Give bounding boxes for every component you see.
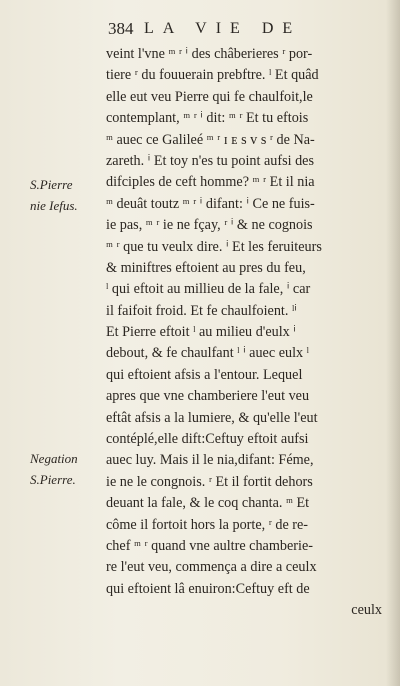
text-line: eftât afsis a la lumiere, & qu'elle l'eut <box>106 409 318 426</box>
marginal-notes <box>0 0 104 686</box>
text-line: ᵐ deuât toutz ᵐ ʳ ⁱ difant: ⁱ Ce ne fuis- <box>106 195 315 212</box>
text-line: qui eftoient afsis a l'entour. Lequel <box>106 366 303 383</box>
text-line: elle eut veu Pierre qui fe chaulfoit,le <box>106 88 313 105</box>
text-line: & miniftres eftoient au pres du feu, <box>106 259 306 276</box>
margin-note-pierre-2: S.Pierre. <box>30 472 76 487</box>
margin-note-nie-iesus: nie Iefus. <box>30 198 78 213</box>
text-line: ˡ qui eftoit au millieu de la fale, ⁱ car <box>106 281 311 298</box>
text-line: il faifoit froid. Et fe chaulfoient. ˡⁱ <box>106 302 297 319</box>
page-number: 384 <box>108 19 134 38</box>
text-line: veint l'vne ᵐ ʳ ⁱ des châberieres ʳ por- <box>106 46 313 62</box>
text-line: zareth. ⁱ Et toy n'es tu point aufsi des <box>106 152 315 169</box>
margin-note-pierre: S.Pierre <box>30 177 73 192</box>
running-title: LA VIE DE <box>144 20 302 37</box>
margin-note-negation: Negation <box>30 451 78 466</box>
running-head <box>108 18 378 40</box>
text-line: contéplé,elle dift:Ceftuy eftoit aufsi <box>106 431 309 448</box>
text-line: contemplant, ᵐ ʳ ⁱ dit: ᵐ ʳ Et tu eftois <box>106 110 309 127</box>
text-line: deuant la fale, & le coq chanta. ᵐ Et <box>106 495 310 512</box>
text-line: re l'eut veu, commença a dire a ceulx <box>106 559 317 576</box>
page-edge-shadow <box>386 0 400 686</box>
body-text <box>106 44 382 622</box>
text-line: ᵐ auec ce Galileé ᵐ ʳ ɪ ᴇ s ᴠ s ʳ de Na- <box>106 131 315 148</box>
text-line: apres que vne chamberiere l'eut veu <box>106 388 310 405</box>
text-line: chef ᵐ ʳ quand vne aultre chamberie- <box>106 537 313 554</box>
text-line: ᵐ ʳ que tu veulx dire. ⁱ Et les feruiteurs <box>106 238 322 255</box>
text-line: tiere ʳ du fouuerain prebftre. ˡ Et quâd <box>106 67 319 84</box>
text-line: debout, & fe chaulfant ˡ ⁱ auec eulx ˡ <box>106 345 310 362</box>
text-line: Et Pierre eftoit ˡ au milieu d'eulx ⁱ <box>106 324 296 341</box>
text-line: ie ne le congnois. ʳ Et il fortit dehors <box>106 473 313 490</box>
text-line: auec luy. Mais il le nia,difant: Féme, <box>106 452 314 469</box>
text-line: ie pas, ᵐ ʳ ie ne fçay, ʳ ⁱ & ne cognois <box>106 217 313 234</box>
catchword: ceulx <box>351 602 382 619</box>
text-line: difciples de ceft homme? ᵐ ʳ Et il nia <box>106 174 315 191</box>
text-line: qui eftoient lâ enuiron:Ceftuy eft de <box>106 580 310 597</box>
text-line: côme il fortoit hors la porte, ʳ de re- <box>106 516 309 533</box>
